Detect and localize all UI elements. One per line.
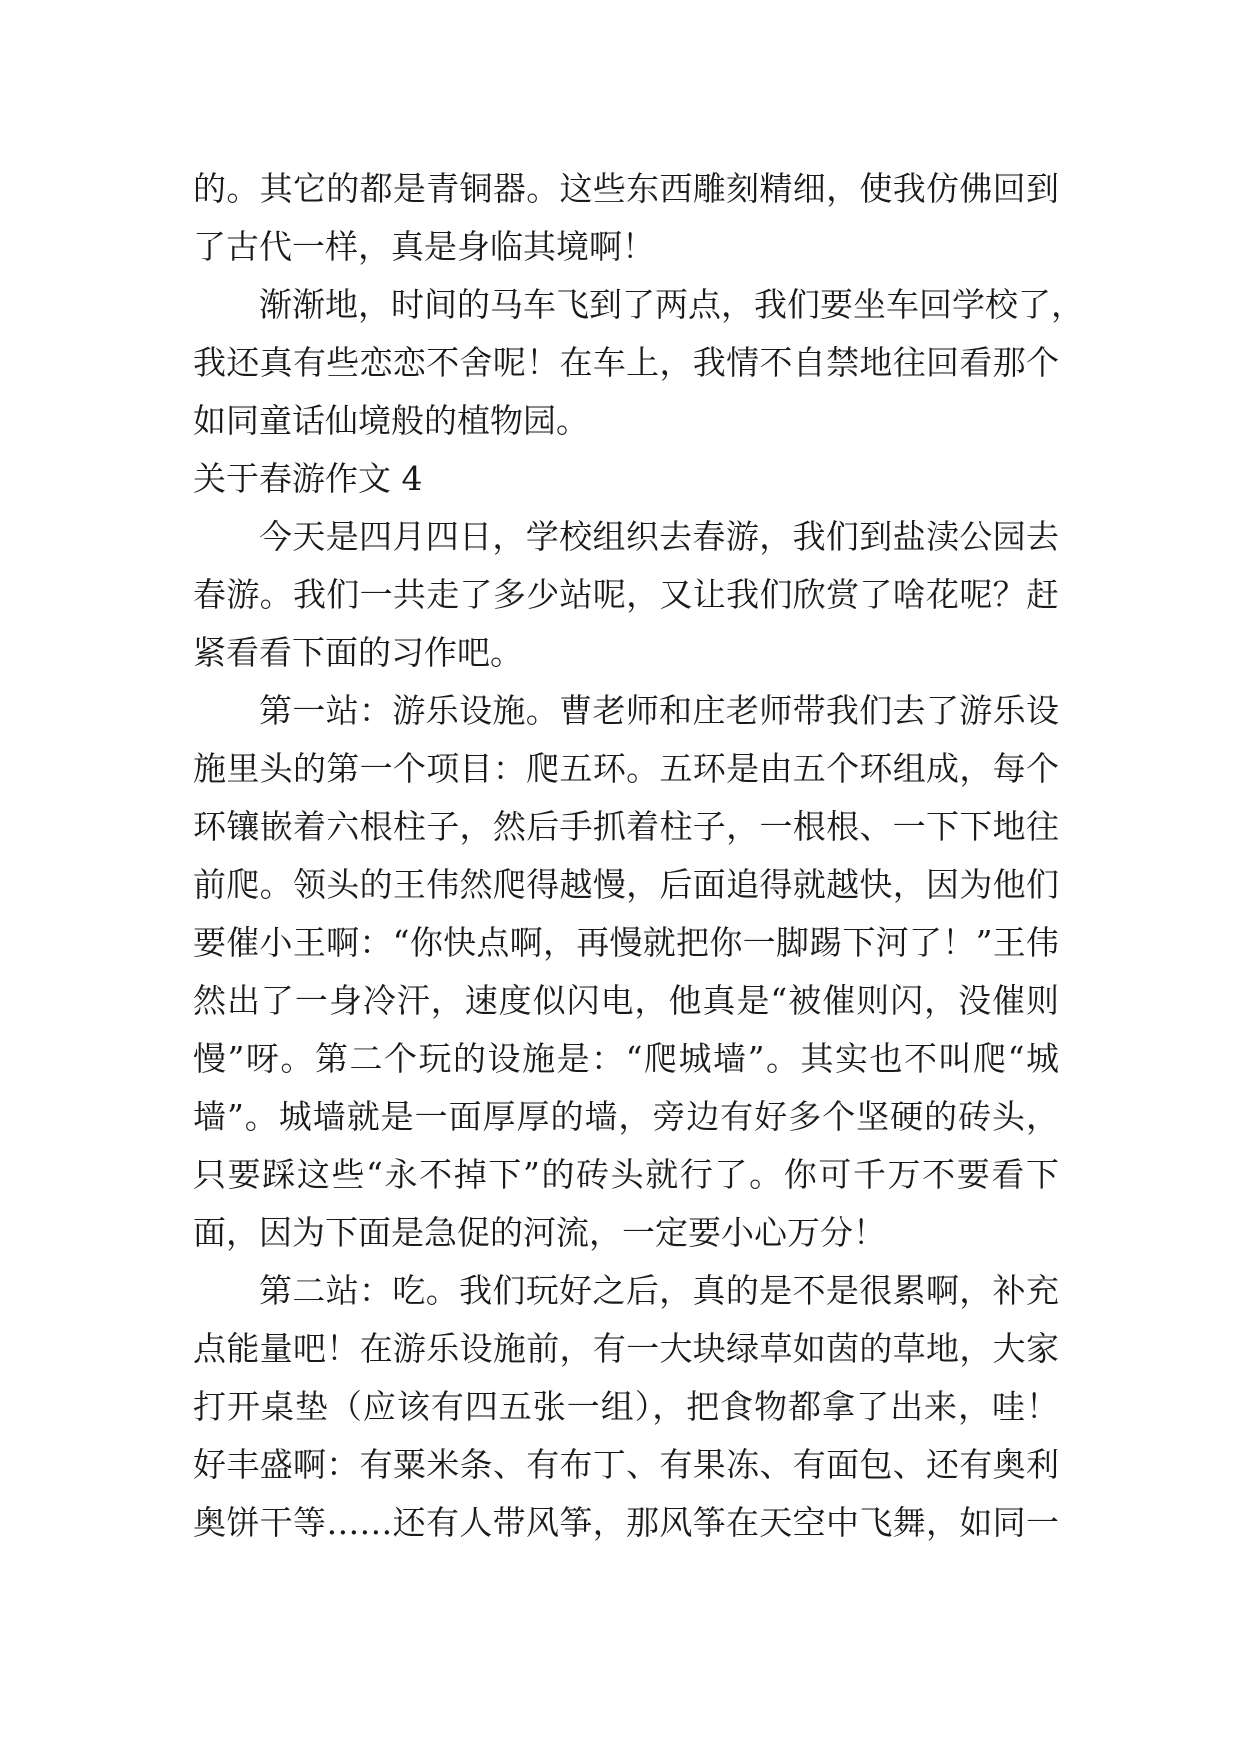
text-line: 我还真有些恋恋不舍呢！在车上，我情不自禁地往回看那个 (193, 343, 1059, 382)
text-line: 春游。我们一共走了多少站呢，又让我们欣赏了啥花呢？赶 (193, 575, 1059, 614)
text-line: 面，因为下面是急促的河流，一定要小心万分！ (193, 1213, 886, 1252)
text-line: 施里头的第一个项目：爬五环。五环是由五个环组成，每个 (193, 749, 1059, 788)
text-line: 环镶嵌着六根柱子，然后手抓着柱子，一根根、一下下地往 (193, 807, 1059, 846)
text-line: 前爬。领头的王伟然爬得越慢，后面追得就越快，因为他们 (193, 865, 1059, 904)
text-line: 奥饼干等……还有人带风筝，那风筝在天空中飞舞，如同一 (193, 1503, 1059, 1542)
section-heading: 关于春游作文 4 (193, 459, 423, 498)
text-line: 第二站：吃。我们玩好之后，真的是不是很累啊，补充 (259, 1271, 1059, 1310)
paragraph (193, 1262, 1059, 1552)
text-line: 墙”。城墙就是一面厚厚的墙，旁边有好多个坚硬的砖头， (193, 1097, 1059, 1136)
text-line: 紧看看下面的习作吧。 (193, 633, 523, 672)
paragraph (193, 682, 1059, 1262)
text-line: 好丰盛啊：有粟米条、有布丁、有果冻、有面包、还有奥利 (193, 1445, 1059, 1484)
text-line: 的。其它的都是青铜器。这些东西雕刻精细，使我仿佛回到 (193, 169, 1059, 208)
text-line: 今天是四月四日，学校组织去春游，我们到盐渎公园去 (259, 517, 1059, 556)
text-line: 点能量吧！在游乐设施前，有一大块绿草如茵的草地，大家 (193, 1329, 1059, 1368)
text-line: 然出了一身冷汗，速度似闪电，他真是“被催则闪，没催则 (193, 981, 1059, 1020)
document-body (193, 160, 1084, 1552)
text-line: 如同童话仙境般的植物园。 (193, 401, 589, 440)
text-line: 只要踩这些“永不掉下”的砖头就行了。你可千万不要看下 (193, 1155, 1059, 1194)
text-line: 打开桌垫（应该有四五张一组），把食物都拿了出来，哇！ (193, 1387, 1059, 1426)
text-line: 慢”呀。第二个玩的设施是：“爬城墙”。其实也不叫爬“城 (193, 1039, 1059, 1078)
text-line: 要催小王啊：“你快点啊，再慢就把你一脚踢下河了！”王伟 (193, 923, 1059, 962)
text-line: 渐渐地，时间的马车飞到了两点，我们要坐车回学校了， (259, 285, 1084, 324)
paragraph (193, 160, 1059, 276)
paragraph (193, 276, 1084, 450)
paragraph (193, 508, 1059, 682)
text-line: 第一站：游乐设施。曹老师和庄老师带我们去了游乐设 (259, 691, 1059, 730)
text-line: 了古代一样，真是身临其境啊！ (193, 227, 655, 266)
